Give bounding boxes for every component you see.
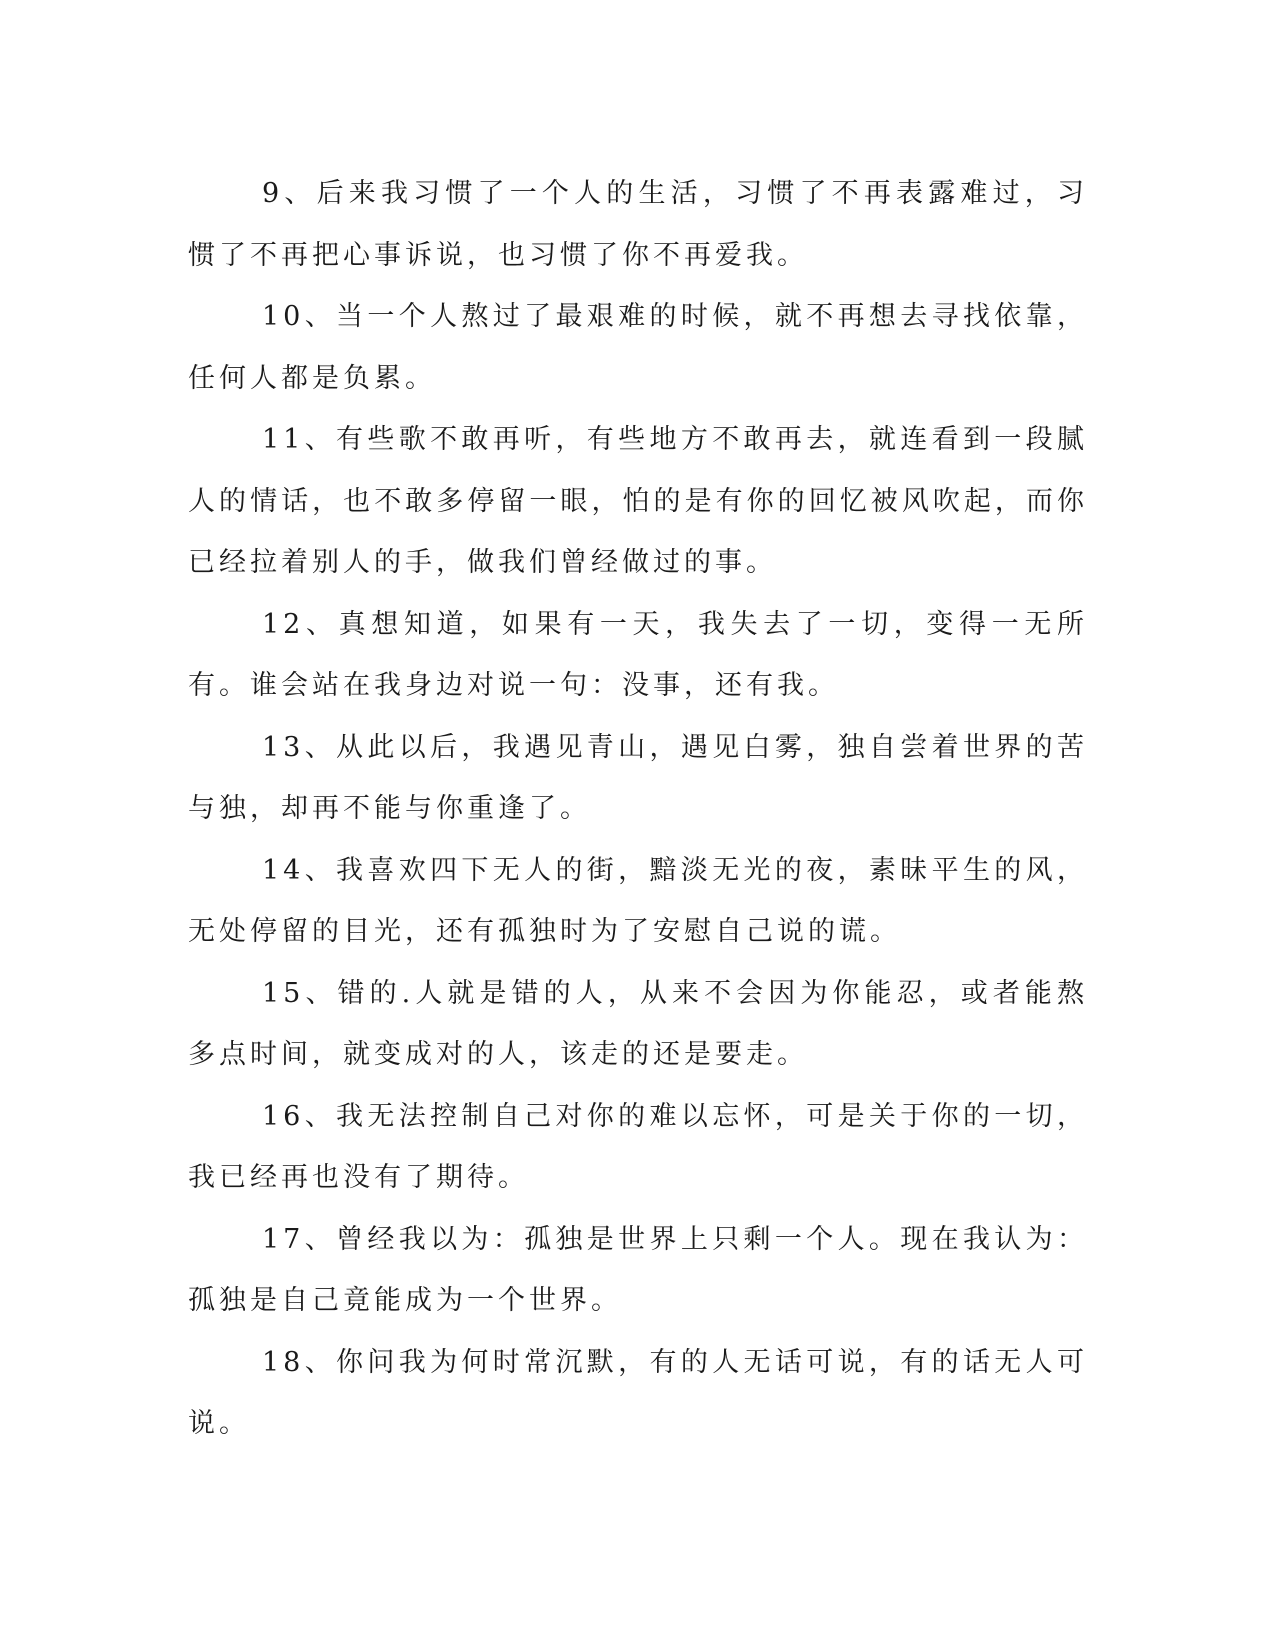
paragraph-17: 17、曾经我以为：孤独是世界上只剩一个人。现在我认为：孤独是自己竟能成为一个世界。 xyxy=(188,1223,1088,1316)
paragraph-14: 14、我喜欢四下无人的街，黯淡无光的夜，素昧平生的风，无处停留的目光，还有孤独时为了安慰自己说的谎。 xyxy=(188,854,1088,947)
paragraph-18: 18、你问我为何时常沉默，有的人无话可说，有的话无人可说。 xyxy=(188,1346,1088,1439)
paragraph-9: 9、后来我习惯了一个人的生活，习惯了不再表露难过，习惯了不再把心事诉说，也习惯了你不再爱我。 xyxy=(188,178,1088,271)
document-body xyxy=(188,163,1088,1455)
paragraph-12: 12、真想知道，如果有一天，我失去了一切，变得一无所有。谁会站在我身边对说一句：没事，还有我。 xyxy=(188,608,1088,701)
paragraph-16: 16、我无法控制自己对你的难以忘怀，可是关于你的一切，我已经再也没有了期待。 xyxy=(188,1100,1088,1193)
paragraph-10: 10、当一个人熬过了最艰难的时候，就不再想去寻找依靠，任何人都是负累。 xyxy=(188,301,1088,394)
paragraph-13: 13、从此以后，我遇见青山，遇见白雾，独自尝着世界的苦与独，却再不能与你重逢了。 xyxy=(188,731,1088,824)
paragraph-15: 15、错的.人就是错的人，从来不会因为你能忍，或者能熬多点时间，就变成对的人，该走的还是要走。 xyxy=(188,977,1088,1070)
paragraph-11: 11、有些歌不敢再听，有些地方不敢再去，就连看到一段腻人的情话，也不敢多停留一眼，怕的是有你的回忆被风吹起，而你已经拉着别人的手，做我们曾经做过的事。 xyxy=(188,424,1088,578)
